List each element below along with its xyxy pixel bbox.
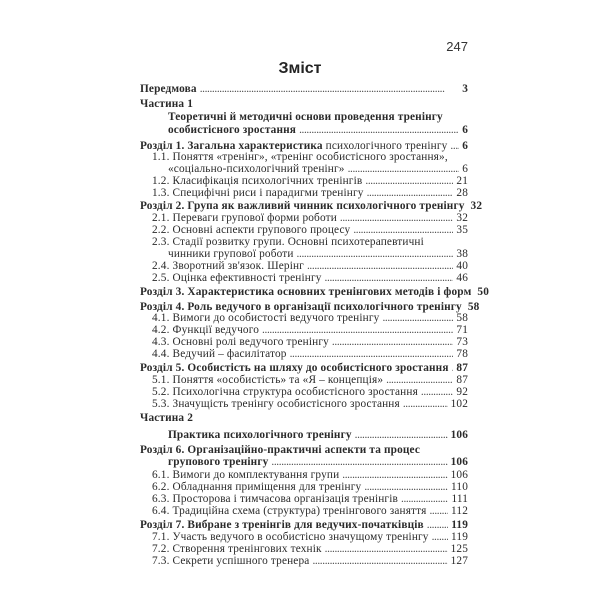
toc-entry-page: 87 bbox=[456, 362, 468, 374]
toc-entry-page: 6 bbox=[462, 140, 468, 152]
toc-entry-title bbox=[152, 505, 426, 518]
toc-entry-text: 2.1. Переваги групової форми роботи bbox=[152, 212, 337, 224]
toc-entry-bold-text: Теоретичні й методичні основи проведення тренінгу bbox=[168, 111, 443, 123]
toc-entry-text: 4.2. Функції ведучого bbox=[152, 324, 260, 336]
toc-entry-bold-text: Передмова bbox=[140, 83, 197, 95]
toc-entry-text: 4.3. Основні ролі ведучого тренінгу bbox=[152, 336, 329, 348]
toc-entry-text: 5.3. Значущість тренінгу особистісного зростання bbox=[152, 398, 400, 410]
toc-entry-text: 1.3. Специфічні риси і парадигми тренінгу bbox=[152, 187, 364, 199]
toc-entry-page: 6 bbox=[462, 163, 468, 175]
toc-entry-text: 6.4. Традиційна схема (структура) тренінгового заняття bbox=[152, 505, 427, 517]
toc-entry-text: 7.1. Участь ведучого в особистісно значущому тренінгу bbox=[152, 531, 429, 543]
toc-entry-text: 6.3. Просторова і тимчасова організація тренінгів bbox=[152, 493, 398, 505]
toc-entry-text: чинники групової роботи bbox=[168, 248, 294, 260]
dot-leader bbox=[446, 111, 465, 124]
toc-entry bbox=[140, 111, 468, 124]
dot-leader bbox=[196, 98, 465, 111]
toc-entry-bold-text: Розділ 5. Особистість на шляху до особистісного зростання bbox=[140, 362, 449, 374]
toc-entry-page: 106 bbox=[450, 429, 468, 441]
toc-entry-page: 92 bbox=[456, 386, 468, 398]
toc-entry bbox=[140, 412, 468, 425]
toc-entry-bold-text: особистісного зростання bbox=[168, 124, 297, 136]
toc-entry-page: 119 bbox=[451, 519, 468, 531]
toc-entry bbox=[140, 398, 468, 411]
toc-entry-page: 127 bbox=[450, 555, 468, 567]
toc-entry-title bbox=[168, 456, 268, 469]
toc-entry-text: 7.2. Створення тренінгових технік bbox=[152, 543, 322, 555]
toc-entry-page: 58 bbox=[456, 312, 468, 324]
toc-entry-page: 102 bbox=[450, 398, 468, 410]
toc-entry-page: 106 bbox=[450, 469, 468, 481]
toc-entry-text: 2.2. Основні аспекти групового процесу bbox=[152, 224, 351, 236]
dot-leader bbox=[367, 187, 454, 200]
toc-entry-page: 32 bbox=[456, 212, 468, 224]
toc-entry-page: 112 bbox=[451, 505, 468, 517]
toc-entry-text: 1.2. Класифікація психологічних тренінгів bbox=[152, 175, 363, 187]
toc-entry-bold-text: Частина 2 bbox=[140, 412, 193, 424]
toc-entry-bold-text: Розділ 3. Характеристика основних тренінгових методів і форм bbox=[140, 286, 472, 298]
toc-entry-page: 35 bbox=[456, 224, 468, 236]
toc-entry-page: 78 bbox=[456, 348, 468, 360]
toc-entry-text: 1.1. Поняття «тренінг», «тренінг особистісного зростання», bbox=[152, 151, 448, 163]
toc-entry-page: 125 bbox=[450, 543, 468, 555]
toc-entry-text: психологічного тренінгу bbox=[322, 140, 448, 152]
toc-entry bbox=[140, 187, 468, 200]
toc-entry bbox=[140, 124, 468, 137]
toc-entry-page: 46 bbox=[456, 272, 468, 284]
toc-entry-title bbox=[152, 187, 364, 200]
toc-entry bbox=[140, 98, 468, 111]
toc-entry-title bbox=[152, 272, 322, 285]
toc-entry-page: 6 bbox=[462, 124, 468, 136]
dot-leader bbox=[325, 272, 454, 285]
dot-leader bbox=[200, 83, 460, 96]
toc-entry-page: 32 bbox=[470, 200, 483, 212]
toc-entry-text: 2.5. Оцінка ефективності тренінгу bbox=[152, 272, 322, 284]
toc-entry-text: 7.3. Секрети успішного тренера bbox=[152, 555, 310, 567]
dot-leader bbox=[290, 348, 454, 361]
toc-entry-title bbox=[168, 111, 443, 124]
toc-entry-text: 6.2. Обладнання приміщення для тренінгу bbox=[152, 481, 362, 493]
toc-entry bbox=[140, 555, 468, 568]
toc-entry-title bbox=[140, 412, 193, 425]
toc-entry-bold-text: Розділ 4. Роль ведучого в організації психологічного тренінгу bbox=[140, 301, 462, 313]
toc-entry-page: 111 bbox=[451, 493, 468, 505]
toc-entry-text: 4.1. Вимоги до особистості ведучого тренінгу bbox=[152, 312, 380, 324]
toc-entry-text: 2.3. Стадії розвитку групи. Основні психотерапевтичні bbox=[152, 236, 424, 248]
dot-leader bbox=[299, 124, 459, 137]
toc-entry-page: 87 bbox=[456, 374, 468, 386]
toc-entry-title bbox=[152, 348, 287, 361]
toc-entry-page: 119 bbox=[451, 531, 468, 543]
toc-entry-bold-text: Розділ 2. Група як важливий чинник психологічного тренінгу bbox=[140, 200, 465, 212]
dot-leader bbox=[429, 505, 448, 518]
toc-entry-text: 4.4. Ведучий – фасилітатор bbox=[152, 348, 287, 360]
toc-entry bbox=[140, 456, 468, 469]
toc-entry-text: 6.1. Вимоги до комплектування групи bbox=[152, 469, 340, 481]
toc-entry-page: 58 bbox=[467, 301, 480, 313]
toc-entry bbox=[140, 429, 468, 442]
toc-entry-bold-text: групового тренінгу bbox=[168, 456, 269, 468]
toc-entry-bold-text: Розділ 6. Організаційно-практичні аспекти та процес bbox=[140, 444, 421, 456]
toc-entry-text: 2.4. Зворотний зв'язок. Шерінг bbox=[152, 260, 304, 272]
toc-entry-page: 28 bbox=[456, 187, 468, 199]
dot-leader bbox=[355, 429, 448, 442]
page-number: 247 bbox=[446, 39, 468, 54]
toc-entry bbox=[140, 83, 468, 96]
toc-entry-bold-text: Частина 1 bbox=[140, 98, 193, 110]
toc-entry-page: 38 bbox=[456, 248, 468, 260]
toc-entry bbox=[140, 286, 490, 299]
toc-entry-title bbox=[168, 124, 296, 137]
toc-entry-title bbox=[168, 429, 352, 442]
page-title: Зміст bbox=[278, 60, 322, 77]
toc-entry-bold-text: Розділ 7. Вибране з тренінгів для ведучих-початківців bbox=[140, 519, 424, 531]
toc-entry bbox=[140, 272, 468, 285]
toc-entry-page: 73 bbox=[456, 336, 468, 348]
dot-leader bbox=[196, 412, 465, 425]
dot-leader bbox=[403, 398, 448, 411]
toc-entry-page: 21 bbox=[456, 175, 468, 187]
toc-entry-bold-text: Практика психологічного тренінгу bbox=[168, 429, 352, 441]
dot-leader bbox=[312, 555, 447, 568]
dot-leader bbox=[271, 456, 447, 469]
toc-entry-page: 71 bbox=[456, 324, 468, 336]
toc-entry-title bbox=[140, 83, 197, 96]
toc-entry-text: 5.2. Психологічна структура особистісного зростання bbox=[152, 386, 418, 398]
toc-entry-title bbox=[140, 98, 193, 111]
toc-entry-page: 3 bbox=[462, 83, 468, 95]
toc-entry-title bbox=[152, 398, 400, 411]
toc-entry-bold-text: Розділ 1. Загальна характеристика bbox=[140, 140, 323, 152]
toc-entry-page: 40 bbox=[456, 260, 468, 272]
toc-entry bbox=[140, 505, 468, 518]
toc-entry-text: «соціально-психологічний тренінг» bbox=[168, 163, 345, 175]
toc-entry-text: 5.1. Поняття «особистість» та «Я – концепція» bbox=[152, 374, 384, 386]
toc-entry-page: 110 bbox=[451, 481, 468, 493]
toc-entry bbox=[140, 348, 468, 361]
toc-entry-page: 50 bbox=[477, 286, 490, 298]
toc-entry-title bbox=[152, 555, 309, 568]
toc-entry-page: 106 bbox=[450, 456, 468, 468]
toc-entry-title bbox=[140, 286, 471, 299]
